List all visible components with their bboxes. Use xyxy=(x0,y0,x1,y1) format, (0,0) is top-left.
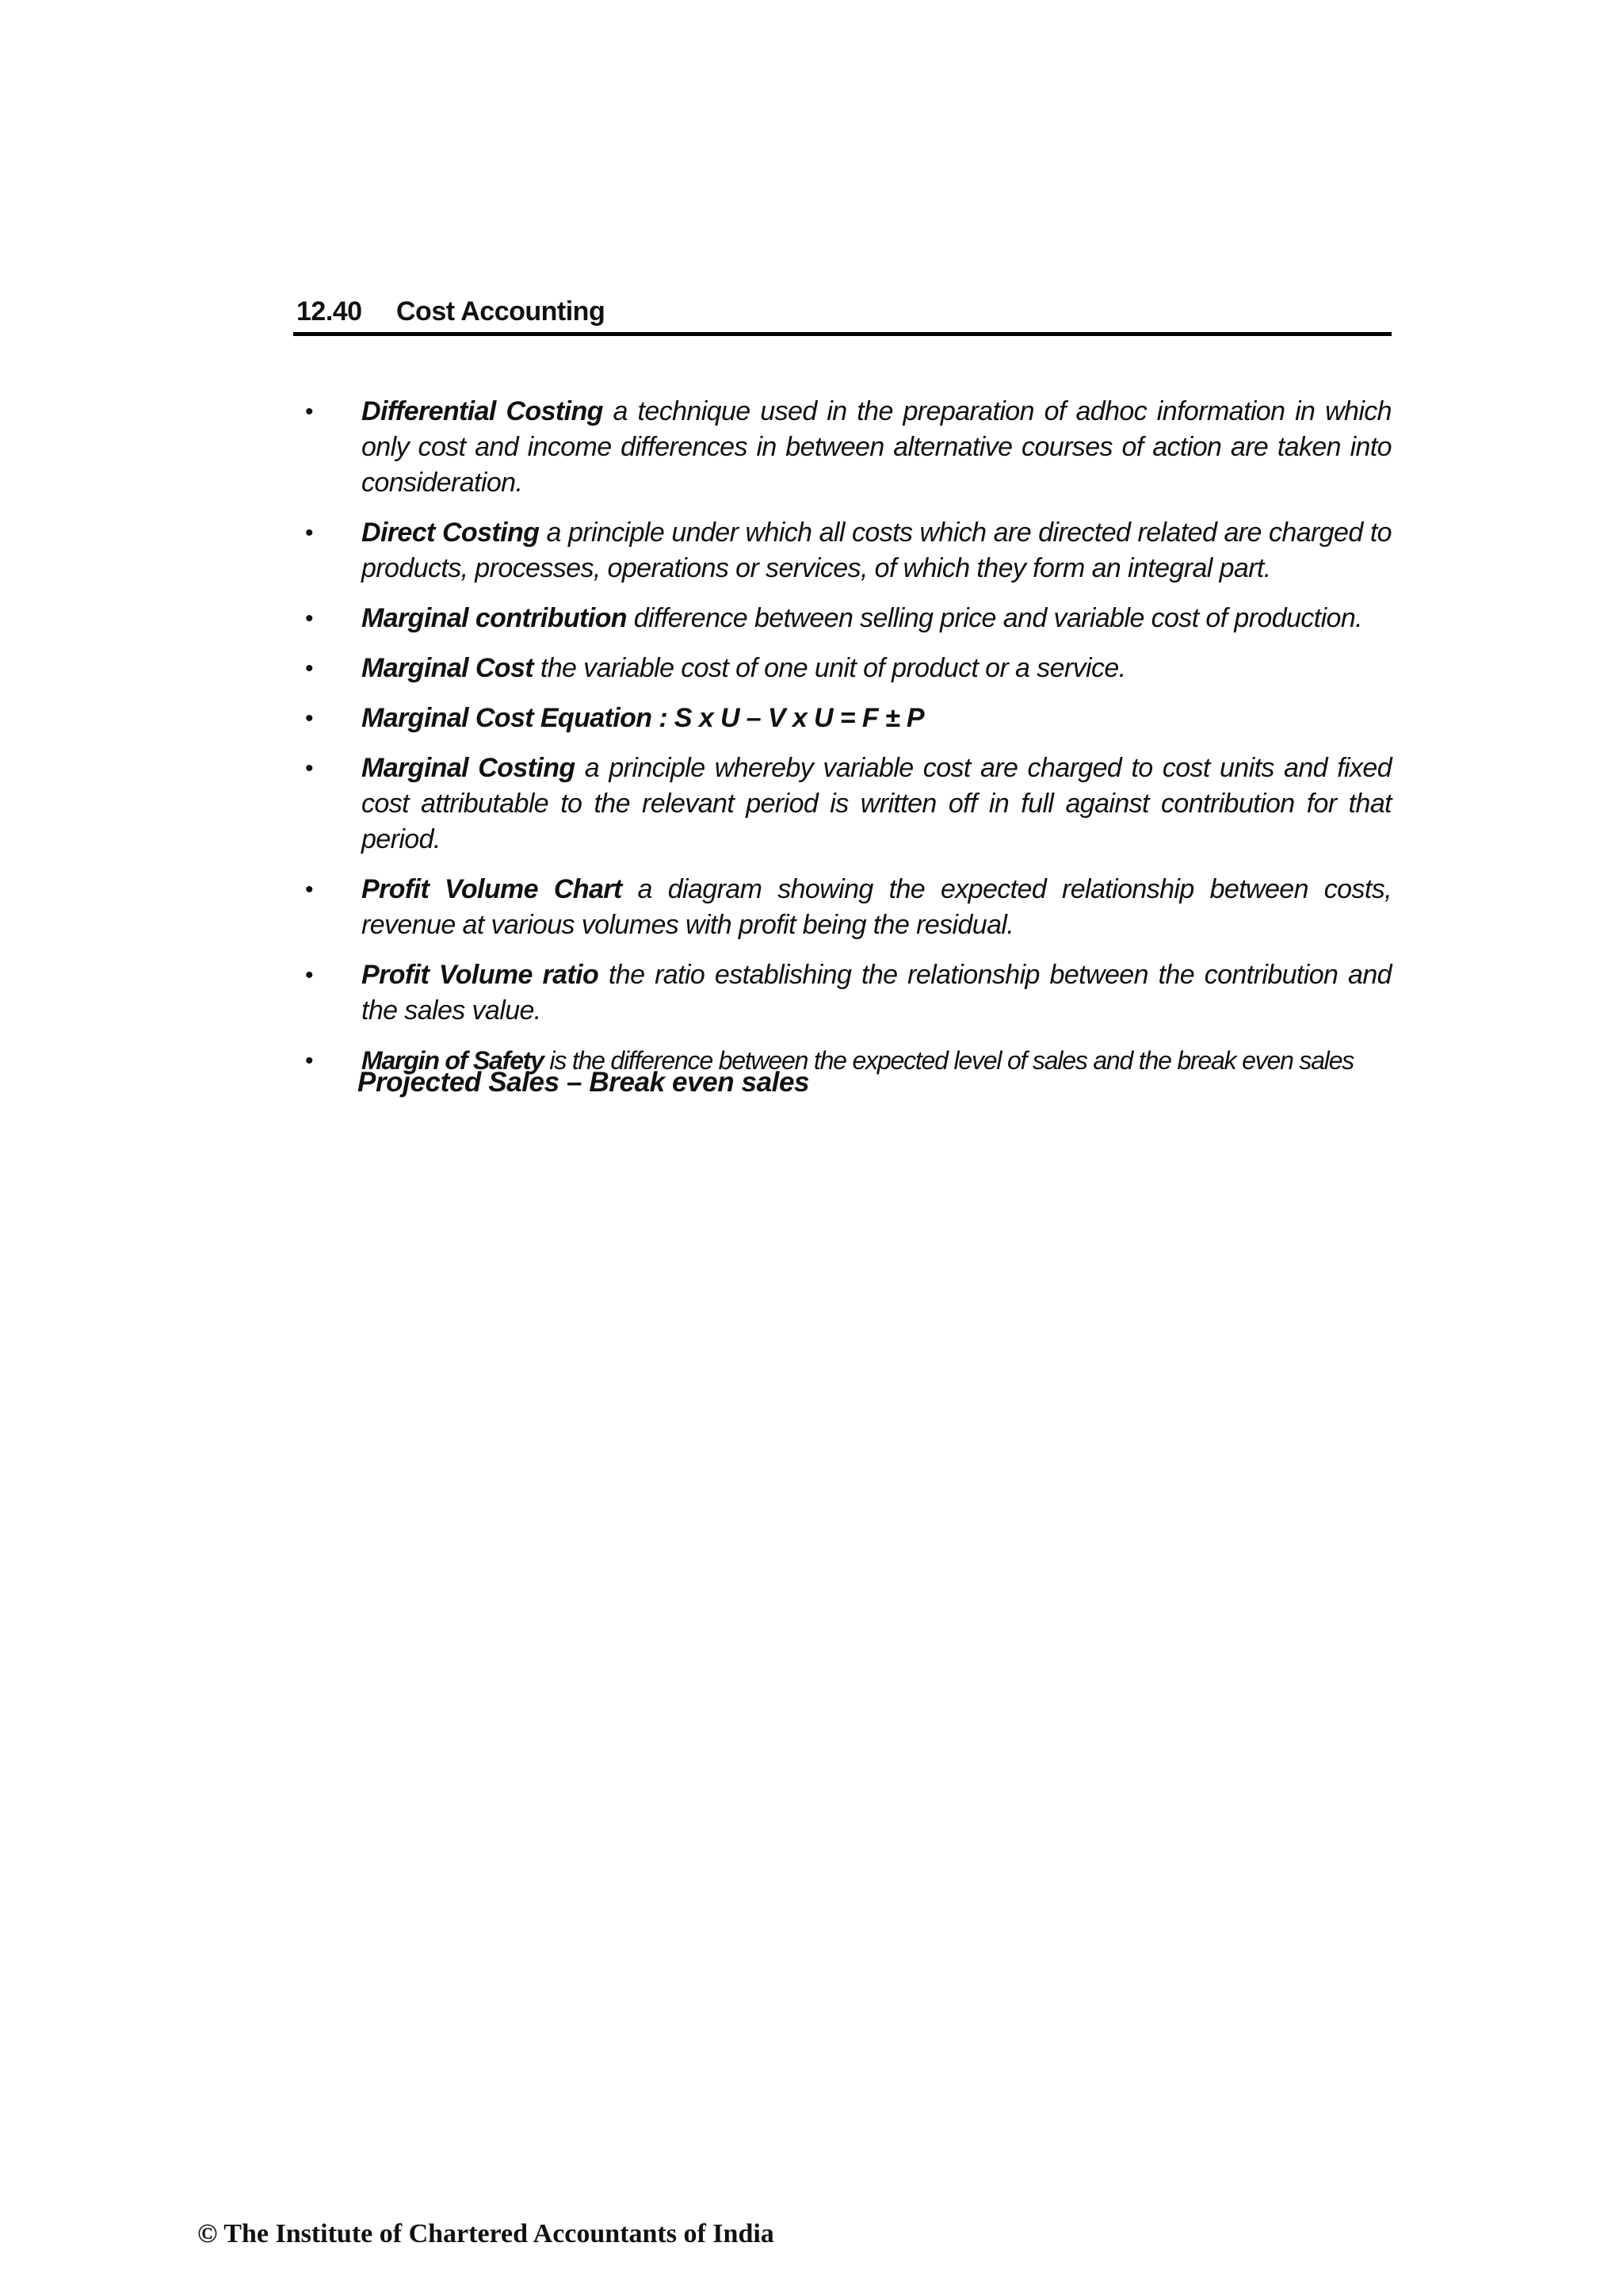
page-header xyxy=(293,295,1392,336)
glossary-term: Profit Volume ratio xyxy=(361,960,599,990)
glossary-item-marginal-cost xyxy=(293,651,1392,686)
copyright-footer: © The Institute of Chartered Accountants of India xyxy=(197,2219,774,2248)
glossary-item-marginal-cost-equation xyxy=(293,701,1392,736)
glossary-term: Direct Costing xyxy=(361,518,540,548)
bullet-icon: • xyxy=(305,1048,313,1074)
glossary-term: Differential Costing xyxy=(361,396,603,426)
glossary-definition: a diagram showing the expected relationship between costs, revenue at various volumes with profit being the residual. xyxy=(361,874,1392,940)
glossary-item-marginal-costing xyxy=(293,751,1392,858)
bullet-icon: • xyxy=(305,606,313,632)
margin-of-safety-formula: Projected Sales – Break even sales xyxy=(357,1067,810,1098)
glossary-definition: a technique used in the preparation of adhoc information in which only cost and income differences in between alternative courses of action are taken into consideration. xyxy=(361,396,1392,498)
glossary-definition: is the difference between the expected level of sales and the break even sales xyxy=(543,1046,1354,1075)
glossary-item-profit-volume-chart xyxy=(293,872,1392,943)
glossary-term: Profit Volume Chart xyxy=(361,874,622,904)
glossary-definition: the ratio establishing the relationship between the contribution and the sales value. xyxy=(361,960,1392,1026)
page-number: 12.40 xyxy=(296,296,362,327)
bullet-icon: • xyxy=(305,520,313,546)
bullet-icon: • xyxy=(305,705,313,732)
bullet-icon: • xyxy=(305,755,313,781)
bullet-icon: • xyxy=(305,399,313,425)
glossary-definition: difference between selling price and variable cost of production. xyxy=(626,603,1363,633)
glossary-definition: a principle whereby variable cost are charged to cost units and fixed cost attributable to the relevant period is written off in full against contribution for that period. xyxy=(361,753,1392,854)
glossary-item-differential-costing xyxy=(293,394,1392,501)
glossary-list xyxy=(293,394,1392,1093)
glossary-item-direct-costing xyxy=(293,515,1392,586)
glossary-term: Marginal Cost Equation : S x U – V x U = F ± P xyxy=(361,703,924,733)
chapter-title: Cost Accounting xyxy=(396,296,605,327)
bullet-icon: • xyxy=(305,877,313,903)
glossary-item-profit-volume-ratio xyxy=(293,957,1392,1029)
glossary-term: Marginal Costing xyxy=(361,753,575,783)
bullet-icon: • xyxy=(305,655,313,682)
bullet-icon: • xyxy=(305,962,313,988)
glossary-definition: the variable cost of one unit of product or a service. xyxy=(533,653,1126,683)
glossary-item-marginal-contribution xyxy=(293,601,1392,636)
glossary-term: Margin of Safety xyxy=(361,1046,544,1075)
glossary-definition: a principle under which all costs which are directed related are charged to products, processes, operations or services, of which they form an integral part. xyxy=(361,518,1392,583)
glossary-term: Marginal Cost xyxy=(361,653,534,683)
glossary-term: Marginal contribution xyxy=(361,603,627,633)
